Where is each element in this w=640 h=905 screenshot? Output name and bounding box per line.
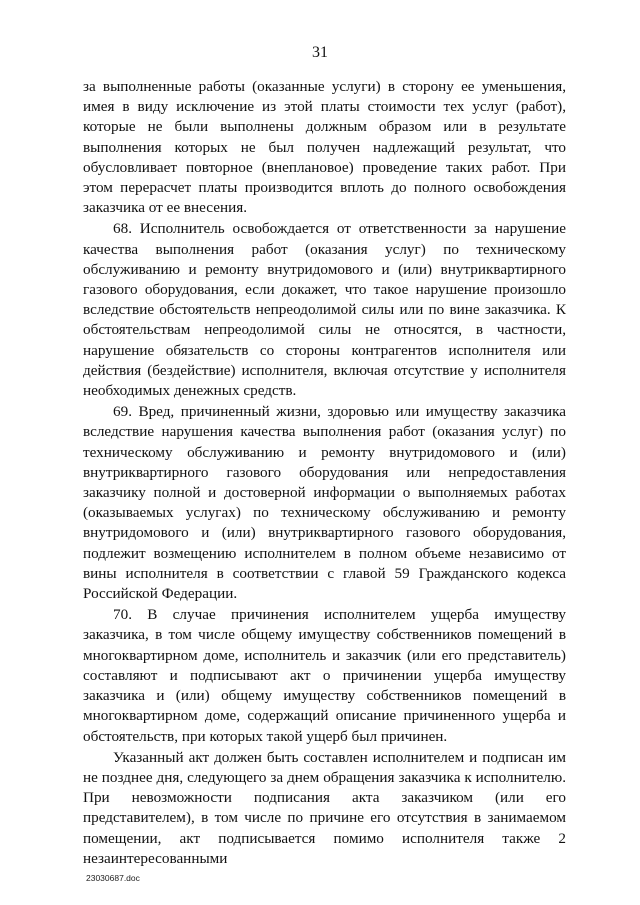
paragraph-continuation: за выполненные работы (оказанные услуги) в сторону ее уменьшения, имея в виду исключение из этой платы стоимости тех услуг (работ), которые не были выполнены должным образом или в результате выполнения которых не был получен надлежащий результат, что обусловливает повторное (внеплановое) проведение таких работ. При этом перерасчет платы производится вплоть до полного освобождения заказчика от ее внесения.	[83, 78, 566, 217]
paragraph-69: 69. Вред, причиненный жизни, здоровью или имуществу заказчика вследствие нарушения качества выполнения работ (оказания услуг) по техническому обслуживанию и ремонту внутридомового и (или) внутриквартирного газового оборудования или непредоставления заказчику полной и достоверной информации о выполняемых работах (оказываемых услугах) по техническому обслуживанию и ремонту внутридомового и (или) внутриквартирного газового оборудования, подлежит возмещению исполнителем в полном объеме независимо от вины исполнителя в соответствии с главой 59 Гражданского кодекса Российской Федерации.	[83, 403, 566, 603]
paragraph-70: 70. В случае причинения исполнителем ущерба имуществу заказчика, в том числе общему имуществу собственников помещений в многоквартирном доме, исполнитель и заказчик (или его представитель) составляют и подписывают акт о причинении ущерба имуществу заказчика и (или) общему имуществу собственников помещений в многоквартирном доме, содержащий описание причиненного ущерба и обстоятельств, при которых такой ущерб был причинен.	[83, 606, 566, 745]
page-number: 31	[312, 44, 328, 61]
paragraph-70-act: Указанный акт должен быть составлен исполнителем и подписан им не позднее дня, следующего за днем обращения заказчика к исполнителю. При невозможности подписания акта заказчиком (или его представителем), в том числе по причине его отсутствия в занимаемом помещении, акт подписывается помимо исполнителя также 2 незаинтересованными	[83, 748, 566, 867]
paragraph-68: 68. Исполнитель освобождается от ответственности за нарушение качества выполнения работ (оказания услуг) по техническому обслуживанию и ремонту внутридомового и (или) внутриквартирного газового оборудования, если докажет, что такое нарушение произошло вследствие обстоятельств непреодолимой силы или по вине заказчика. К обстоятельствам непреодолимой силы не относятся, в частности, нарушение обязательств со стороны контрагентов исполнителя или действия (бездействие) исполнителя, включая отсутствие у исполнителя необходимых денежных средств.	[83, 220, 566, 400]
document-body	[83, 77, 566, 869]
document-file-code: 23030687.doc	[86, 873, 140, 883]
